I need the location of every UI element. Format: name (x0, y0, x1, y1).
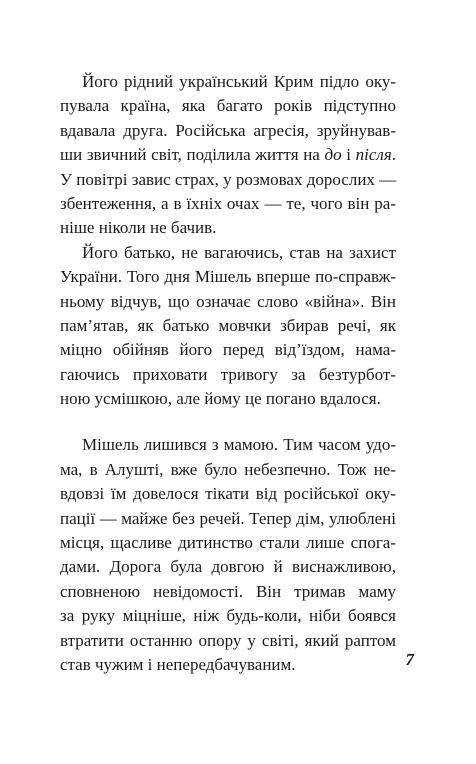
text-line: пації — майже без речей. Тепер дім, улюблені (60, 508, 396, 528)
text-line: гаючись приховати тривогу за безтурбот- (60, 364, 396, 384)
text-line: ши звичний світ, поділила життя на до і після. (60, 145, 396, 165)
text-line: збентеження, а в їхніх очах — те, чого він ра- (60, 193, 396, 213)
text-line: вдовзі їм довелося тікати від російської оку- (60, 484, 396, 504)
paragraph-1 (60, 70, 396, 241)
text-line: за руку міцніше, ніж будь-коли, ніби боявся (60, 606, 396, 626)
text-line: Мішель лишився з мамою. Тим часом удо- (82, 435, 396, 455)
page-number: 7 (405, 650, 414, 669)
text-line: втратити останню опору у світі, який раптом (60, 630, 396, 650)
text-line: ньому відчув, що означає слово «війна». Він (60, 291, 396, 311)
text-line: У повітрі завис страх, у розмовах дорослих — (60, 169, 397, 189)
section-break (60, 411, 396, 433)
text-line: пувала країна, яка багато років підступно (60, 96, 396, 116)
text-line: міцно обійняв його перед від’їздом, нама- (60, 340, 396, 360)
text-line: дами. Дорога була довгою й виснажливою, (60, 557, 396, 577)
text-line: сповненою невідомості. Він тримав маму (60, 581, 396, 601)
text-line: пам’ятав, як батько мовчки збирав речі, як (60, 315, 396, 335)
text-line: ма, в Алушті, вже було небезпечно. Тож не- (60, 459, 396, 479)
text-line: ною усмішкою, але йому це погано вдалося. (60, 389, 381, 409)
text-line: Його батько, не вагаючись, став на захист (82, 242, 396, 262)
page-text (60, 70, 396, 677)
paragraph-3 (60, 433, 396, 677)
text-line: вдавала друга. Російська агресія, зруйнував- (60, 120, 396, 140)
text-line: Його рідний український Крим підло оку- (82, 72, 396, 91)
text-line: ніше ніколи не бачив. (60, 218, 217, 238)
text-line: став чужим і непередбачуваним. (60, 654, 296, 674)
paragraph-2 (60, 241, 396, 412)
text-line: України. Того дня Мішель вперше по-справж- (60, 267, 396, 287)
text-line: місця, щасливе дитинство стали лише спога- (60, 533, 396, 553)
